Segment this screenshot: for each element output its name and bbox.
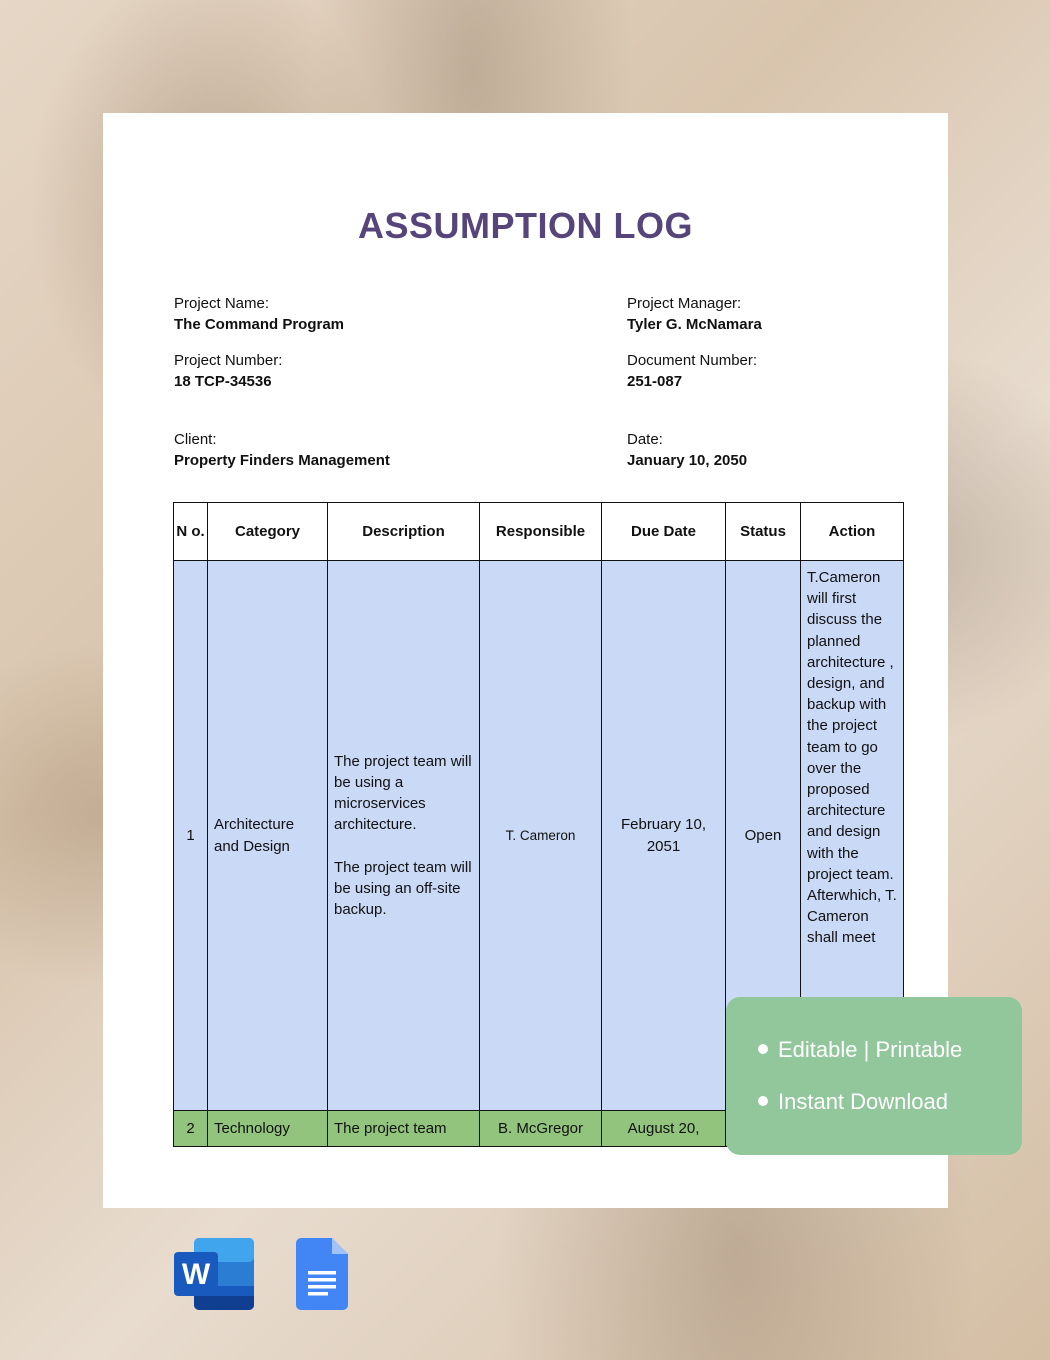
cell-status: Open [726, 561, 801, 1111]
date-block [627, 429, 747, 471]
cell-category: Technology [208, 1111, 328, 1147]
cell-due-date: August 20, [602, 1111, 726, 1147]
project-name-block [174, 293, 344, 335]
project-name-label: Project Name: [174, 295, 270, 312]
header-responsible: Responsible [480, 503, 602, 561]
google-docs-icon[interactable] [296, 1238, 348, 1310]
promo-item-download [758, 1089, 948, 1115]
description-paragraph: The project team will be using an off-site backup. [334, 858, 472, 918]
page-title: ASSUMPTION LOG [357, 205, 693, 246]
cell-due-date: February 10, 2051 [602, 561, 726, 1111]
project-manager-value: Tyler G. McNamara [627, 316, 762, 333]
action-text: T.Cameron will first discuss the planned architecture , design, and backup with the project team to go over the proposed architecture and design with the project team. Afterwhich, T. Cameron shall meet [807, 569, 897, 947]
word-icon[interactable] [174, 1238, 254, 1310]
header-description: Description [328, 503, 480, 561]
cell-no: 2 [174, 1111, 208, 1147]
cell-no: 1 [174, 561, 208, 1111]
bullet-icon [758, 1044, 768, 1054]
table-header-row [174, 503, 904, 561]
description-paragraph: The project team will be using a microservices architecture. [334, 752, 472, 834]
header-status: Status [726, 503, 801, 561]
project-manager-label: Project Manager: [627, 295, 742, 312]
client-label: Client: [174, 431, 217, 448]
document-number-value: 251-087 [627, 373, 683, 390]
header-no: N o. [174, 503, 208, 561]
header-category: Category [208, 503, 328, 561]
header-action: Action [801, 503, 904, 561]
project-name-value: The Command Program [174, 316, 345, 333]
promo-item-label: Editable | Printable [778, 1037, 963, 1062]
cell-responsible: B. McGregor [480, 1111, 602, 1147]
promo-item-editable [758, 1037, 962, 1063]
promo-item-label: Instant Download [778, 1089, 948, 1114]
bullet-icon [758, 1096, 768, 1106]
date-value: January 10, 2050 [627, 452, 748, 469]
date-label: Date: [627, 431, 663, 448]
project-number-label: Project Number: [174, 352, 283, 369]
client-block [174, 429, 390, 471]
cell-category: Architecture and Design [208, 561, 328, 1111]
cell-description [328, 561, 480, 1111]
header-due-date: Due Date [602, 503, 726, 561]
svg-text:W: W [181, 1258, 211, 1291]
project-number-block [174, 350, 282, 392]
promo-badge [726, 997, 1022, 1155]
cell-description: The project team [328, 1111, 480, 1147]
project-number-value: 18 TCP-34536 [174, 373, 272, 390]
document-number-label: Document Number: [627, 352, 758, 369]
document-number-block [627, 350, 757, 392]
client-value: Property Finders Management [174, 452, 390, 469]
cell-responsible: T. Cameron [480, 561, 602, 1111]
project-manager-block [627, 293, 762, 335]
